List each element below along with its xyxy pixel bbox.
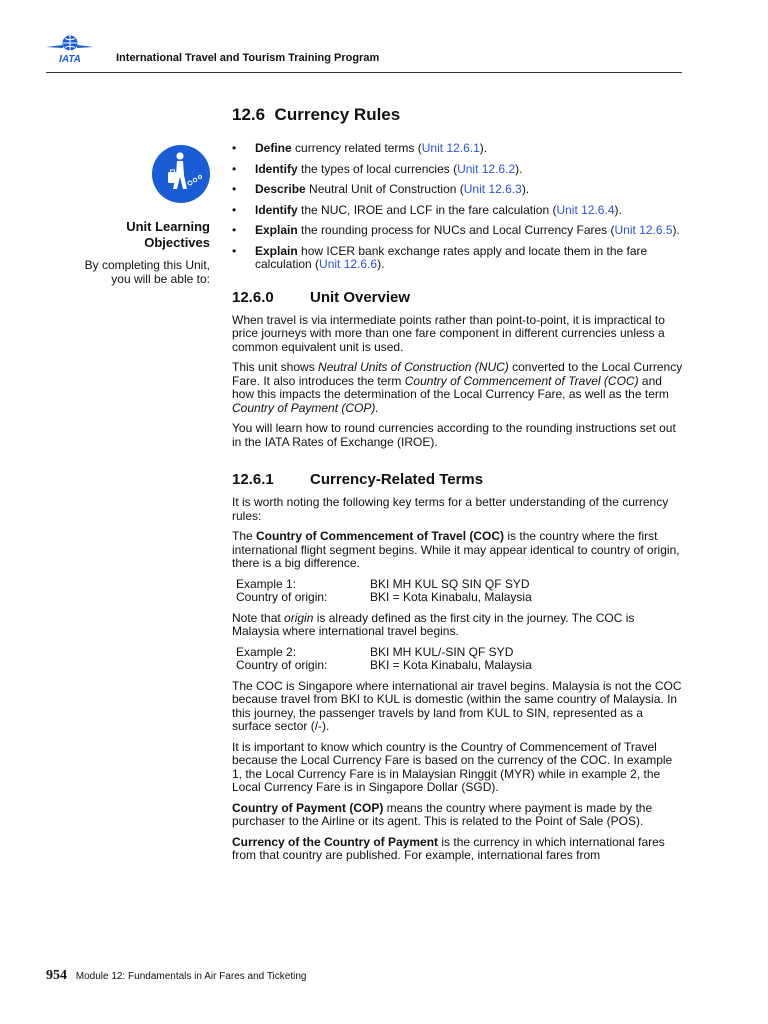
example-1: Example 1: BKI MH KUL SQ SIN QF SYD Country of origin: BKI = Kota Kinabalu, Malaysia bbox=[236, 576, 532, 604]
traveler-icon bbox=[152, 145, 210, 203]
unit-link[interactable]: Unit 12.6.5 bbox=[614, 223, 673, 237]
terms-paragraph: Note that origin is already defined as the first city in the journey. The COC is Malaysia where international travel begins. bbox=[232, 610, 635, 638]
module-title: Module 12: Fundamentals in Air Fares and Ticketing bbox=[75, 971, 307, 982]
overview-paragraph: When travel is via intermediate points rather than point-to-point, it is impractical to price journeys with more than one fare component in different currencies unless a common equivalent unit is used. bbox=[232, 312, 665, 354]
unit-link[interactable]: Unit 12.6.6 bbox=[319, 257, 378, 271]
page-number: 954 bbox=[46, 968, 67, 983]
objective-item: • Explain how ICER bank exchange rates apply and locate them in the fare calculation (Unit 12.6.6). bbox=[232, 245, 684, 272]
coc-definition: The Country of Commencement of Travel (COC) is the country where the first international flight segment begins. While it may appear identical to country of origin, there is a big difference. bbox=[232, 529, 680, 570]
objective-item: • Identify the NUC, IROE and LCF in the fare calculation (Unit 12.6.4). bbox=[232, 204, 684, 218]
terms-paragraph: It is important to know which country is the Country of Commencement of Travel because the Local Currency Fare is based on the currency of the COC. In example 1, the Local Currency Fare is in Malaysian Ringgit (MYR) while in example 2, the Local Currency Fare is in Singapore Dollar (SGD). bbox=[232, 739, 673, 794]
example-2: Example 2: BKI MH KUL/-SIN QF SYD Country of origin: BKI = Kota Kinabalu, Malaysia bbox=[236, 644, 532, 672]
unit-link[interactable]: Unit 12.6.1 bbox=[421, 141, 480, 155]
ccp-definition: Currency of the Country of Payment is the currency in which international fares from that country are published. For example, international fares from bbox=[232, 834, 665, 862]
terms-heading: 12.6.1 Currency-Related Terms bbox=[232, 471, 484, 488]
unit-link[interactable]: Unit 12.6.3 bbox=[463, 182, 522, 196]
objective-item: • Define currency related terms (Unit 12.6.1). bbox=[232, 142, 684, 156]
section-title: 12.6 Currency Rules bbox=[232, 105, 401, 124]
overview-paragraph: This unit shows Neutral Units of Construction (NUC) converted to the Local Currency Fare. It also introduces the term Country of Commencement of Travel (COC) and how this impacts the determination of the Local Currency Fare, as well as the term Country of Payment (COP). bbox=[232, 360, 683, 415]
objective-item: • Describe Neutral Unit of Construction (Unit 12.6.3). bbox=[232, 183, 684, 197]
iata-logo bbox=[46, 34, 94, 66]
objectives-heading: Unit Learning Objectives bbox=[126, 219, 210, 250]
program-title: International Travel and Tourism Training Program bbox=[116, 52, 380, 64]
terms-paragraph: It is worth noting the following key terms for a better understanding of the currency rules: bbox=[232, 495, 669, 523]
page-header bbox=[46, 34, 682, 73]
terms-paragraph: The COC is Singapore where international air travel begins. Malaysia is not the COC because travel from BKI to KUL is domestic (within the same country of Malaysia. In this journey, the passenger travels by land from KUL to SIN, represented as a surface sector (/-). bbox=[232, 678, 682, 733]
overview-paragraph: You will learn how to round currencies according to the rounding instructions set out in the IATA Rates of Exchange (IROE). bbox=[232, 421, 676, 449]
unit-link[interactable]: Unit 12.6.2 bbox=[457, 161, 516, 176]
objective-item: • Explain the rounding process for NUCs and Local Currency Fares (Unit 12.6.5). bbox=[232, 224, 684, 238]
main-content bbox=[232, 104, 684, 870]
objective-item: • Identify the types of local currencies (Unit 12.6.2). bbox=[232, 163, 684, 177]
cop-definition: Country of Payment (COP) means the country where payment is made by the purchaser to the Airline or its agent. This is related to the Point of Sale (POS). bbox=[232, 800, 653, 828]
objectives-intro: By completing this Unit, you will be able to: bbox=[84, 258, 210, 286]
overview-heading: 12.6.0 Unit Overview bbox=[232, 288, 411, 306]
unit-link[interactable]: Unit 12.6.4 bbox=[556, 202, 615, 217]
objectives-list bbox=[232, 142, 684, 272]
logo-text: IATA bbox=[59, 54, 81, 65]
page-footer bbox=[46, 968, 306, 984]
